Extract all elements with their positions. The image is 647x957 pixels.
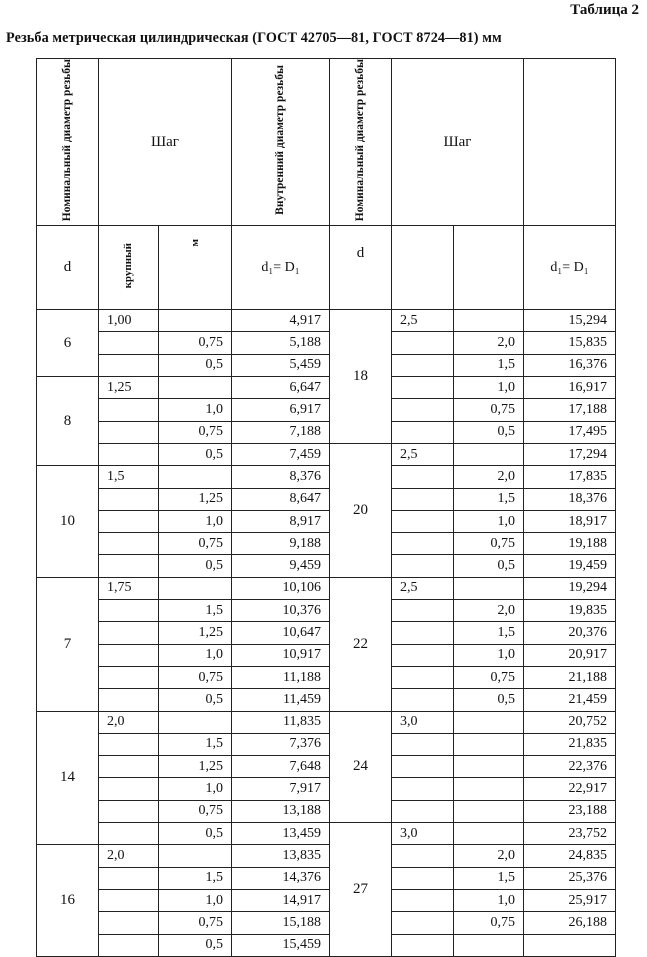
table-row <box>37 889 616 911</box>
left-fine-step: 1,0 <box>159 510 232 532</box>
right-inner-diameter: 19,835 <box>524 600 616 622</box>
left-fine-step: 0,5 <box>159 934 232 956</box>
right-fine-step: 0,75 <box>454 912 524 934</box>
subheader-empty-2 <box>454 226 524 310</box>
right-fine-step <box>454 577 524 599</box>
left-coarse-step <box>99 756 159 778</box>
left-fine-step: 0,5 <box>159 555 232 577</box>
table-row <box>37 823 616 845</box>
left-coarse-step <box>99 555 159 577</box>
right-inner-diameter: 16,917 <box>524 377 616 399</box>
right-coarse-step <box>392 889 454 911</box>
right-inner-diameter: 20,917 <box>524 644 616 666</box>
right-coarse-step <box>392 533 454 555</box>
left-inner-diameter: 8,376 <box>232 466 330 488</box>
subheader-d1-left: d₁= D₁ <box>232 226 330 310</box>
table-row <box>37 711 616 733</box>
right-inner-diameter: 23,752 <box>524 823 616 845</box>
table-row <box>37 689 616 711</box>
left-inner-diameter: 10,106 <box>232 577 330 599</box>
right-coarse-step <box>392 332 454 354</box>
right-inner-diameter: 17,835 <box>524 466 616 488</box>
right-coarse-step <box>392 867 454 889</box>
left-coarse-step: 1,5 <box>99 466 159 488</box>
left-inner-diameter: 11,835 <box>232 711 330 733</box>
right-inner-diameter: 26,188 <box>524 912 616 934</box>
left-coarse-step <box>99 488 159 510</box>
right-fine-step: 1,5 <box>454 867 524 889</box>
left-inner-diameter: 7,188 <box>232 421 330 443</box>
header-step-left: Шаг <box>99 59 232 226</box>
right-inner-diameter: 19,294 <box>524 577 616 599</box>
right-fine-step <box>454 823 524 845</box>
table-row <box>37 644 616 666</box>
left-coarse-step: 1,00 <box>99 310 159 332</box>
table-row <box>37 488 616 510</box>
left-coarse-step <box>99 666 159 688</box>
right-fine-step: 2,0 <box>454 332 524 354</box>
right-inner-diameter: 20,376 <box>524 622 616 644</box>
left-coarse-step <box>99 533 159 555</box>
right-coarse-step <box>392 666 454 688</box>
left-inner-diameter: 13,835 <box>232 845 330 867</box>
left-nominal-diameter: 10 <box>37 466 99 577</box>
left-coarse-step: 2,0 <box>99 711 159 733</box>
left-coarse-step <box>99 733 159 755</box>
table-row <box>37 666 616 688</box>
left-inner-diameter: 11,188 <box>232 666 330 688</box>
right-inner-diameter <box>524 934 616 956</box>
right-fine-step: 0,75 <box>454 399 524 421</box>
left-coarse-step <box>99 644 159 666</box>
left-coarse-step <box>99 354 159 376</box>
left-inner-diameter: 7,376 <box>232 733 330 755</box>
left-inner-diameter: 8,647 <box>232 488 330 510</box>
table-row <box>37 600 616 622</box>
left-fine-step: 0,5 <box>159 823 232 845</box>
right-coarse-step <box>392 377 454 399</box>
table-row <box>37 421 616 443</box>
right-inner-diameter: 21,188 <box>524 666 616 688</box>
left-coarse-step <box>99 443 159 465</box>
right-fine-step: 2,0 <box>454 466 524 488</box>
left-inner-diameter: 9,459 <box>232 555 330 577</box>
right-nominal-diameter: 18 <box>330 310 392 444</box>
right-inner-diameter: 22,917 <box>524 778 616 800</box>
left-fine-step <box>159 466 232 488</box>
left-coarse-step <box>99 934 159 956</box>
subheader-d-left: d <box>37 226 99 310</box>
right-coarse-step <box>392 488 454 510</box>
left-fine-step <box>159 377 232 399</box>
right-coarse-step <box>392 756 454 778</box>
left-fine-step: 1,25 <box>159 622 232 644</box>
left-inner-diameter: 14,917 <box>232 889 330 911</box>
header-nominal-right: Номинальный диаметр резьбы <box>330 59 392 226</box>
left-coarse-step <box>99 510 159 532</box>
left-fine-step: 0,5 <box>159 689 232 711</box>
table-row <box>37 354 616 376</box>
table-row <box>37 756 616 778</box>
table-row <box>37 466 616 488</box>
left-coarse-step: 1,75 <box>99 577 159 599</box>
header-nominal-left: Номинальный диаметр резьбы <box>37 59 99 226</box>
right-fine-step <box>454 934 524 956</box>
left-fine-step: 0,5 <box>159 354 232 376</box>
left-coarse-step <box>99 823 159 845</box>
left-fine-step: 0,75 <box>159 421 232 443</box>
left-coarse-step <box>99 332 159 354</box>
right-coarse-step <box>392 600 454 622</box>
right-inner-diameter: 19,188 <box>524 533 616 555</box>
right-fine-step: 1,0 <box>454 889 524 911</box>
right-inner-diameter: 22,376 <box>524 756 616 778</box>
right-coarse-step <box>392 354 454 376</box>
subheader-d-right: d <box>330 226 392 310</box>
left-nominal-diameter: 8 <box>37 377 99 466</box>
right-coarse-step: 2,5 <box>392 577 454 599</box>
table-row <box>37 510 616 532</box>
right-fine-step <box>454 778 524 800</box>
right-fine-step: 0,5 <box>454 421 524 443</box>
right-fine-step: 1,0 <box>454 377 524 399</box>
right-coarse-step <box>392 689 454 711</box>
table-row <box>37 800 616 822</box>
left-inner-diameter: 6,647 <box>232 377 330 399</box>
right-inner-diameter: 21,835 <box>524 733 616 755</box>
left-nominal-diameter: 14 <box>37 711 99 845</box>
left-inner-diameter: 10,376 <box>232 600 330 622</box>
right-coarse-step <box>392 644 454 666</box>
left-fine-step: 1,0 <box>159 644 232 666</box>
right-inner-diameter: 21,459 <box>524 689 616 711</box>
right-nominal-diameter: 22 <box>330 577 392 711</box>
right-coarse-step <box>392 934 454 956</box>
left-inner-diameter: 13,188 <box>232 800 330 822</box>
left-inner-diameter: 13,459 <box>232 823 330 845</box>
right-coarse-step <box>392 399 454 421</box>
left-inner-diameter: 6,917 <box>232 399 330 421</box>
right-coarse-step <box>392 555 454 577</box>
left-inner-diameter: 10,917 <box>232 644 330 666</box>
right-inner-diameter: 17,294 <box>524 443 616 465</box>
left-coarse-step <box>99 421 159 443</box>
table-row <box>37 733 616 755</box>
left-inner-diameter: 15,459 <box>232 934 330 956</box>
table-caption: Таблица 2 <box>570 2 639 18</box>
table-row <box>37 934 616 956</box>
left-coarse-step: 2,0 <box>99 845 159 867</box>
right-fine-step <box>454 711 524 733</box>
table-row <box>37 310 616 332</box>
right-inner-diameter: 25,376 <box>524 867 616 889</box>
right-coarse-step: 3,0 <box>392 823 454 845</box>
thread-table <box>36 58 616 957</box>
subheader-fine: м <box>159 226 232 310</box>
table-row <box>37 867 616 889</box>
table-row <box>37 577 616 599</box>
left-coarse-step <box>99 800 159 822</box>
right-fine-step <box>454 733 524 755</box>
subheader-empty-1 <box>392 226 454 310</box>
left-fine-step: 0,75 <box>159 666 232 688</box>
right-coarse-step <box>392 800 454 822</box>
left-nominal-diameter: 6 <box>37 310 99 377</box>
left-inner-diameter: 8,917 <box>232 510 330 532</box>
right-nominal-diameter: 24 <box>330 711 392 822</box>
right-fine-step: 1,0 <box>454 510 524 532</box>
left-fine-step: 1,5 <box>159 600 232 622</box>
table-row <box>37 443 616 465</box>
left-fine-step: 1,25 <box>159 756 232 778</box>
left-coarse-step: 1,25 <box>99 377 159 399</box>
right-fine-step <box>454 756 524 778</box>
right-fine-step <box>454 310 524 332</box>
right-coarse-step <box>392 778 454 800</box>
right-inner-diameter: 25,917 <box>524 889 616 911</box>
left-fine-step: 0,75 <box>159 912 232 934</box>
right-inner-diameter: 20,752 <box>524 711 616 733</box>
right-inner-diameter: 16,376 <box>524 354 616 376</box>
right-nominal-diameter: 20 <box>330 443 392 577</box>
left-fine-step: 1,5 <box>159 867 232 889</box>
left-nominal-diameter: 16 <box>37 845 99 956</box>
left-fine-step: 0,5 <box>159 443 232 465</box>
left-inner-diameter: 14,376 <box>232 867 330 889</box>
left-fine-step <box>159 310 232 332</box>
table-row <box>37 555 616 577</box>
table-title: Резьба метрическая цилиндрическая (ГОСТ 42705—81, ГОСТ 8724—81) мм <box>6 30 502 46</box>
right-coarse-step: 2,5 <box>392 310 454 332</box>
left-inner-diameter: 7,648 <box>232 756 330 778</box>
right-coarse-step <box>392 510 454 532</box>
right-inner-diameter: 17,495 <box>524 421 616 443</box>
table-row <box>37 778 616 800</box>
left-inner-diameter: 5,459 <box>232 354 330 376</box>
left-fine-step: 1,0 <box>159 399 232 421</box>
right-fine-step: 2,0 <box>454 600 524 622</box>
left-fine-step: 1,0 <box>159 889 232 911</box>
subheader-coarse: крупный <box>99 226 159 310</box>
left-coarse-step <box>99 778 159 800</box>
left-coarse-step <box>99 600 159 622</box>
left-coarse-step <box>99 399 159 421</box>
left-fine-step <box>159 577 232 599</box>
right-coarse-step <box>392 421 454 443</box>
left-fine-step <box>159 845 232 867</box>
right-fine-step: 1,5 <box>454 354 524 376</box>
left-fine-step: 1,0 <box>159 778 232 800</box>
header-inner-left: Внутренний диаметр резьбы <box>232 59 330 226</box>
right-fine-step: 0,75 <box>454 666 524 688</box>
right-coarse-step <box>392 845 454 867</box>
right-coarse-step <box>392 733 454 755</box>
left-fine-step: 0,75 <box>159 800 232 822</box>
table-row <box>37 399 616 421</box>
right-fine-step: 0,5 <box>454 689 524 711</box>
left-inner-diameter: 7,917 <box>232 778 330 800</box>
left-inner-diameter: 9,188 <box>232 533 330 555</box>
left-inner-diameter: 15,188 <box>232 912 330 934</box>
right-fine-step <box>454 443 524 465</box>
left-nominal-diameter: 7 <box>37 577 99 711</box>
table-row <box>37 533 616 555</box>
right-coarse-step: 3,0 <box>392 711 454 733</box>
left-inner-diameter: 4,917 <box>232 310 330 332</box>
right-fine-step: 1,5 <box>454 488 524 510</box>
left-inner-diameter: 7,459 <box>232 443 330 465</box>
left-fine-step: 1,25 <box>159 488 232 510</box>
left-coarse-step <box>99 889 159 911</box>
right-inner-diameter: 18,917 <box>524 510 616 532</box>
subheader-d1-right: d₁= D₁ <box>524 226 616 310</box>
right-inner-diameter: 18,376 <box>524 488 616 510</box>
right-fine-step: 1,0 <box>454 644 524 666</box>
table-row <box>37 845 616 867</box>
right-inner-diameter: 19,459 <box>524 555 616 577</box>
right-inner-diameter: 23,188 <box>524 800 616 822</box>
left-inner-diameter: 5,188 <box>232 332 330 354</box>
right-inner-diameter: 24,835 <box>524 845 616 867</box>
left-fine-step: 0,75 <box>159 533 232 555</box>
right-fine-step: 2,0 <box>454 845 524 867</box>
table-row <box>37 377 616 399</box>
left-coarse-step <box>99 689 159 711</box>
right-inner-diameter: 15,294 <box>524 310 616 332</box>
left-inner-diameter: 11,459 <box>232 689 330 711</box>
left-fine-step: 1,5 <box>159 733 232 755</box>
right-fine-step: 0,5 <box>454 555 524 577</box>
right-fine-step: 0,75 <box>454 533 524 555</box>
left-coarse-step <box>99 622 159 644</box>
header-inner-right <box>524 59 616 226</box>
right-fine-step <box>454 800 524 822</box>
right-inner-diameter: 15,835 <box>524 332 616 354</box>
left-coarse-step <box>99 867 159 889</box>
right-coarse-step <box>392 466 454 488</box>
right-inner-diameter: 17,188 <box>524 399 616 421</box>
left-fine-step: 0,75 <box>159 332 232 354</box>
left-inner-diameter: 10,647 <box>232 622 330 644</box>
table-row <box>37 332 616 354</box>
left-fine-step <box>159 711 232 733</box>
header-step-right: Шаг <box>392 59 524 226</box>
table-row <box>37 622 616 644</box>
right-nominal-diameter: 27 <box>330 823 392 957</box>
right-coarse-step: 2,5 <box>392 443 454 465</box>
right-fine-step: 1,5 <box>454 622 524 644</box>
right-coarse-step <box>392 622 454 644</box>
